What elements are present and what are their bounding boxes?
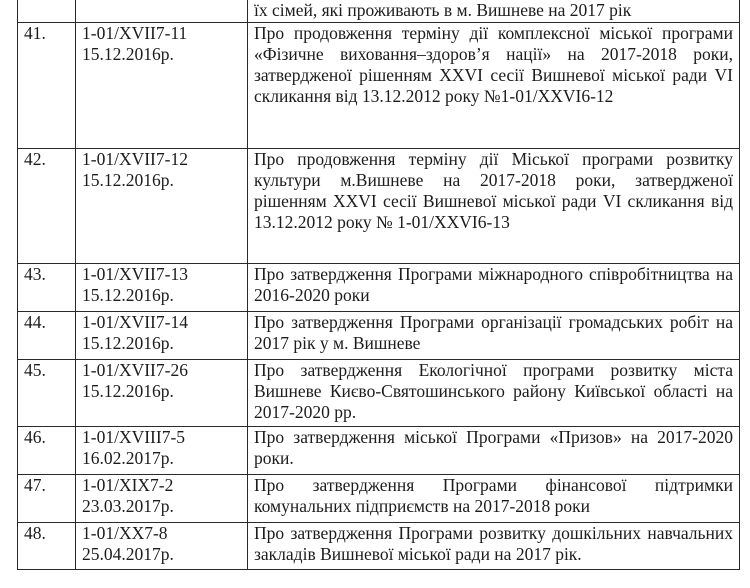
row-title: Про продовження терміну дії Міської програми розвитку культури м.Вишневе на 2017-2018 роки, затвердженої рішенням XXVI сесії Вишневої міської ради VI скликання від 13.12.2012 року № 1-01/XXVI6-13 (248, 149, 740, 264)
row-title: Про затвердження міської Програми «Призов» на 2017-2020 роки. (248, 427, 740, 475)
row-number: 43. (18, 264, 76, 312)
row-number: 41. (18, 23, 76, 149)
row-number (18, 0, 76, 23)
row-title: Про затвердження Програми розвитку дошкільних навчальних закладів Вишневої міської ради на 2017 рік. (248, 523, 740, 570)
decision-id: 1-01/XVII7-12 (82, 149, 188, 169)
row-title: Про затвердження Програми міжнародного співробітництва на 2016-2020 роки (248, 264, 740, 312)
decision-id: 1-01/XVIII7-5 (82, 427, 186, 447)
row-number: 45. (18, 360, 76, 427)
decision-date: 15.12.2016р. (82, 170, 174, 190)
row-decision (76, 312, 248, 360)
row-decision (76, 475, 248, 523)
decision-id: 1-01/XVII7-11 (82, 23, 188, 43)
row-title: їх сімей, які проживають в м. Вишневе на 2017 рік (248, 0, 740, 23)
row-title: Про затвердження Екологічної програми розвитку міста Вишневе Києво-Святошинського району Київської області на 2017-2020 рр. (248, 360, 740, 427)
decision-id: 1-01/XVII7-13 (82, 264, 188, 284)
table-row (18, 523, 740, 570)
decision-id: 1-01/XX7-8 (82, 523, 168, 543)
row-title: Про затвердження Програми фінансової підтримки комунальних підприємств на 2017-2018 роки (248, 475, 740, 523)
decision-date: 23.03.2017р. (82, 496, 174, 516)
decision-id: 1-01/XIX7-2 (82, 475, 174, 495)
row-title: Про продовження терміну дії комплексної міської програми «Фізичне виховання–здоров’я нації» на 2017-2018 роки, затвердженої рішенням XXVI сесії Вишневої міської ради VI скликання від 13.12.2012 року №1-01/XXVI6-12 (248, 23, 740, 149)
row-decision (76, 149, 248, 264)
row-number: 42. (18, 149, 76, 264)
programs-table (17, 0, 740, 570)
table-row (18, 23, 740, 149)
row-decision (76, 360, 248, 427)
row-decision (76, 264, 248, 312)
row-decision (76, 427, 248, 475)
row-decision (76, 23, 248, 149)
table-row (18, 312, 740, 360)
row-decision (76, 0, 248, 23)
table-row (18, 427, 740, 475)
table-row (18, 264, 740, 312)
table-row (18, 475, 740, 523)
decision-date: 25.04.2017р. (82, 544, 174, 564)
decision-date: 15.12.2016р. (82, 333, 174, 353)
row-number: 47. (18, 475, 76, 523)
decision-date: 15.12.2016р. (82, 285, 174, 305)
table-row (18, 360, 740, 427)
row-number: 48. (18, 523, 76, 570)
row-number: 44. (18, 312, 76, 360)
row-title: Про затвердження Програми організації громадських робіт на 2017 рік у м. Вишневе (248, 312, 740, 360)
row-number: 46. (18, 427, 76, 475)
decision-date: 15.12.2016р. (82, 44, 174, 64)
decision-date: 16.02.2017р. (82, 448, 174, 468)
decision-date: 15.12.2016р. (82, 381, 174, 401)
decision-id: 1-01/XVII7-26 (82, 360, 188, 380)
table-row (18, 0, 740, 23)
row-decision (76, 523, 248, 570)
table-row (18, 149, 740, 264)
decision-id: 1-01/XVII7-14 (82, 312, 188, 332)
